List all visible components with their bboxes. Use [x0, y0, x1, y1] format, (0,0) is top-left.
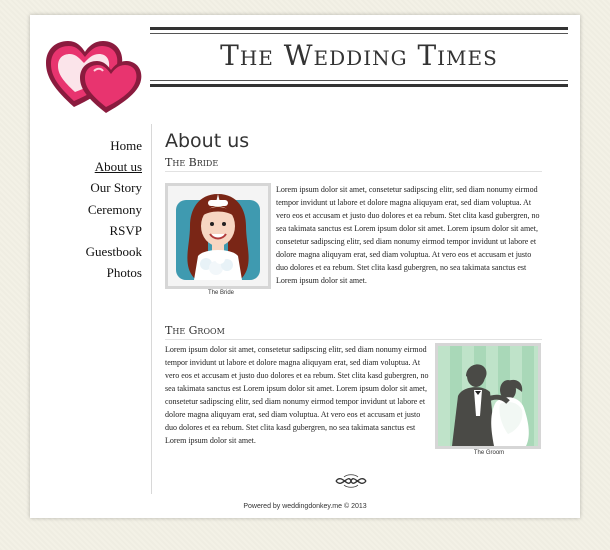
- groom-photo[interactable]: [435, 343, 541, 449]
- bride-heading: The Bride: [165, 155, 542, 172]
- page-title: About us: [165, 130, 250, 152]
- nav-item-our-story[interactable]: Our Story: [90, 180, 142, 196]
- groom-description: Lorem ipsum dolor sit amet, consetetur sadipscing elitr, sed diam nonumy eirmod tempor invidunt ut labore et dolore magna aliquyam erat, sed diam voluptua. At vero eos et accusam et justo duo dolores et ea rebum. Stet clita kasd gubergren, no sea takimata sanctus est Lorem ipsum dolor sit amet. Lorem ipsum dolor sit amet, consetetur sadipscing elitr, sed diam nonumy eirmod tempor invidunt ut labore et dolore magna aliquyam erat, sed diam voluptua. At vero eos et accusam et justo duo dolores et ea rebum. Stet clita kasd gubergren, no sea takimata sanctus est Lorem ipsum dolor sit amet.: [165, 345, 429, 445]
- page-container: [30, 15, 580, 518]
- couple-illustration-icon: [438, 346, 538, 446]
- flourish-ornament-icon: [334, 471, 368, 491]
- bride-illustration-icon: [168, 186, 268, 286]
- content-divider: [151, 124, 152, 494]
- groom-caption: The Groom: [473, 450, 505, 456]
- main-nav: [30, 135, 142, 283]
- nav-item-about-us[interactable]: About us: [94, 159, 142, 175]
- groom-heading: The Groom: [165, 323, 542, 340]
- nav-item-photos[interactable]: Photos: [106, 265, 142, 281]
- groom-heading-wrap: [165, 323, 542, 340]
- masthead-rule: [150, 80, 568, 81]
- nav-item-guestbook[interactable]: Guestbook: [85, 244, 142, 260]
- masthead: [150, 23, 568, 91]
- bride-description: Lorem ipsum dolor sit amet, consetetur sadipscing elitr, sed diam nonumy eirmod tempor invidunt ut labore et dolore magna aliquyam erat, sed diam voluptua. At vero eos et accusam et justo duo dolores et ea rebum. Stet clita kasd gubergren, no sea takimata sanctus est Lorem ipsum dolor sit amet. Lorem ipsum dolor sit amet, consetetur sadipscing elitr, sed diam nonumy eirmod tempor invidunt ut labore et dolore magna aliquyam erat, sed diam voluptua. At vero eos et accusam et justo duo dolores et ea rebum. Stet clita kasd gubergren, no sea takimata sanctus est Lorem ipsum dolor sit amet.: [276, 185, 540, 285]
- bride-caption: The Bride: [207, 290, 234, 296]
- masthead-rule: [150, 27, 568, 30]
- nav-item-home[interactable]: Home: [110, 138, 142, 153]
- groom-photo-block: [435, 343, 543, 456]
- site-title[interactable]: The Wedding Times: [220, 39, 498, 72]
- footer-credit[interactable]: Powered by weddingdonkey.me © 2013: [243, 503, 367, 510]
- main-content: [165, 123, 542, 456]
- hearts-logo-icon[interactable]: [44, 29, 144, 119]
- nav-item-rsvp[interactable]: RSVP: [109, 222, 142, 238]
- bride-photo-block: [165, 183, 277, 296]
- bride-photo[interactable]: [165, 183, 271, 289]
- nav-item-ceremony[interactable]: Ceremony: [87, 201, 142, 217]
- masthead-rule: [150, 33, 568, 34]
- masthead-rule: [150, 84, 568, 87]
